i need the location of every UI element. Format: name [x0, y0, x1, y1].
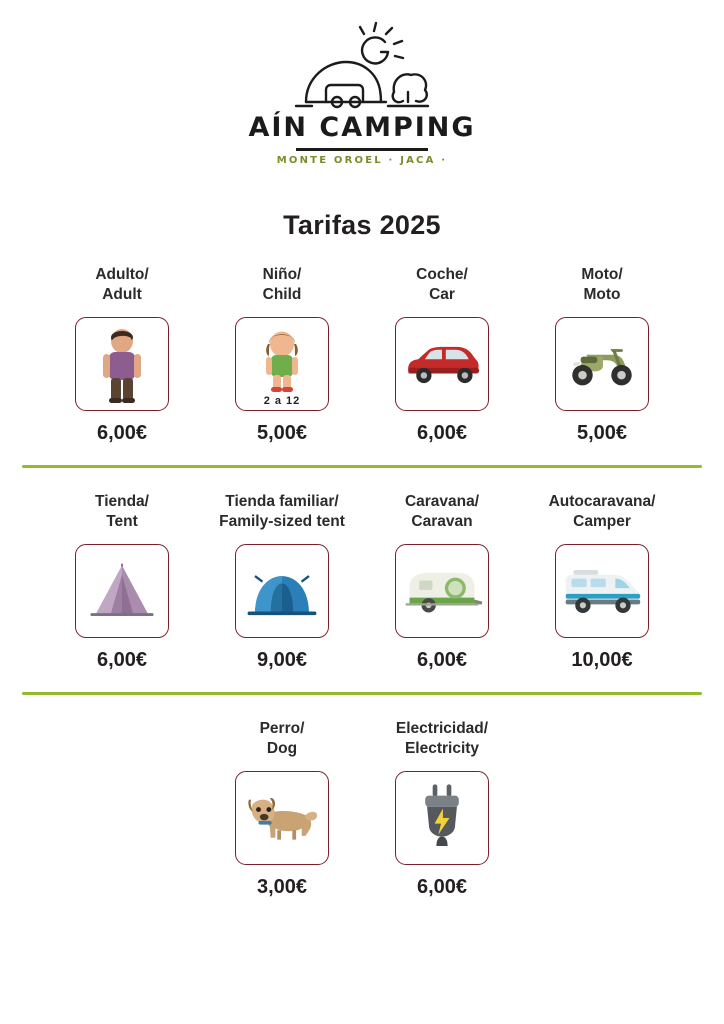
tent-icon	[75, 544, 169, 638]
rate-item-caravana	[362, 492, 522, 672]
rate-label: Perro/ Dog	[259, 720, 305, 758]
family-tent-icon	[235, 544, 329, 638]
logo-subtitle: MONTE OROEL · JACA ·	[276, 155, 448, 166]
rate-price: 3,00€	[256, 876, 308, 898]
rate-label: Tienda familiar/ Family-sized tent	[219, 493, 345, 531]
rate-label: Caravana/ Caravan	[404, 493, 480, 531]
rate-label: Moto/ Moto	[581, 266, 623, 304]
rate-price: 9,00€	[256, 649, 308, 671]
section-extras	[0, 719, 724, 899]
rate-item-adulto	[42, 265, 202, 445]
rate-label: Electricidad/ Electricity	[395, 720, 489, 758]
caravan-icon	[395, 544, 489, 638]
rate-item-nino	[202, 265, 362, 445]
rate-label: Tienda/ Tent	[95, 493, 149, 531]
page-title: Tarifas 2025	[283, 210, 441, 240]
rate-price: 5,00€	[576, 422, 628, 444]
rate-price: 6,00€	[416, 422, 468, 444]
rate-price: 5,00€	[256, 422, 308, 444]
camping-tent-tree-logo-icon	[282, 18, 442, 110]
rate-item-tienda	[42, 492, 202, 672]
rate-label: Niño/ Child	[262, 266, 302, 304]
rate-item-tienda-familiar	[202, 492, 362, 672]
section-people-vehicles	[0, 265, 724, 445]
rates-row	[26, 719, 698, 899]
rate-item-perro	[202, 719, 362, 899]
rate-item-autocaravana	[522, 492, 682, 672]
rate-item-electricidad	[362, 719, 522, 899]
section-divider-1	[22, 465, 702, 468]
rate-price: 6,00€	[96, 422, 148, 444]
section-divider-2	[22, 692, 702, 695]
rate-price: 6,00€	[96, 649, 148, 671]
adult-person-icon	[75, 317, 169, 411]
rates-row	[26, 492, 698, 672]
rate-label: Adulto/ Adult	[95, 266, 149, 304]
rate-price: 6,00€	[416, 649, 468, 671]
logo-divider	[296, 148, 428, 151]
child-age-note: 2 a 12	[263, 395, 301, 407]
rate-item-moto	[522, 265, 682, 445]
electric-plug-icon	[395, 771, 489, 865]
child-person-icon	[235, 317, 329, 411]
rate-price: 10,00€	[571, 649, 633, 671]
logo-name: AÍN CAMPING	[248, 112, 476, 143]
scooter-icon	[555, 317, 649, 411]
rate-label: Autocaravana/ Camper	[548, 493, 656, 531]
camper-van-icon	[555, 544, 649, 638]
car-icon	[395, 317, 489, 411]
rates-row	[26, 265, 698, 445]
logo-block	[0, 0, 724, 166]
rate-label: Coche/ Car	[416, 266, 468, 304]
section-accommodation	[0, 492, 724, 672]
dog-icon	[235, 771, 329, 865]
rate-price: 6,00€	[416, 876, 468, 898]
rate-item-coche	[362, 265, 522, 445]
